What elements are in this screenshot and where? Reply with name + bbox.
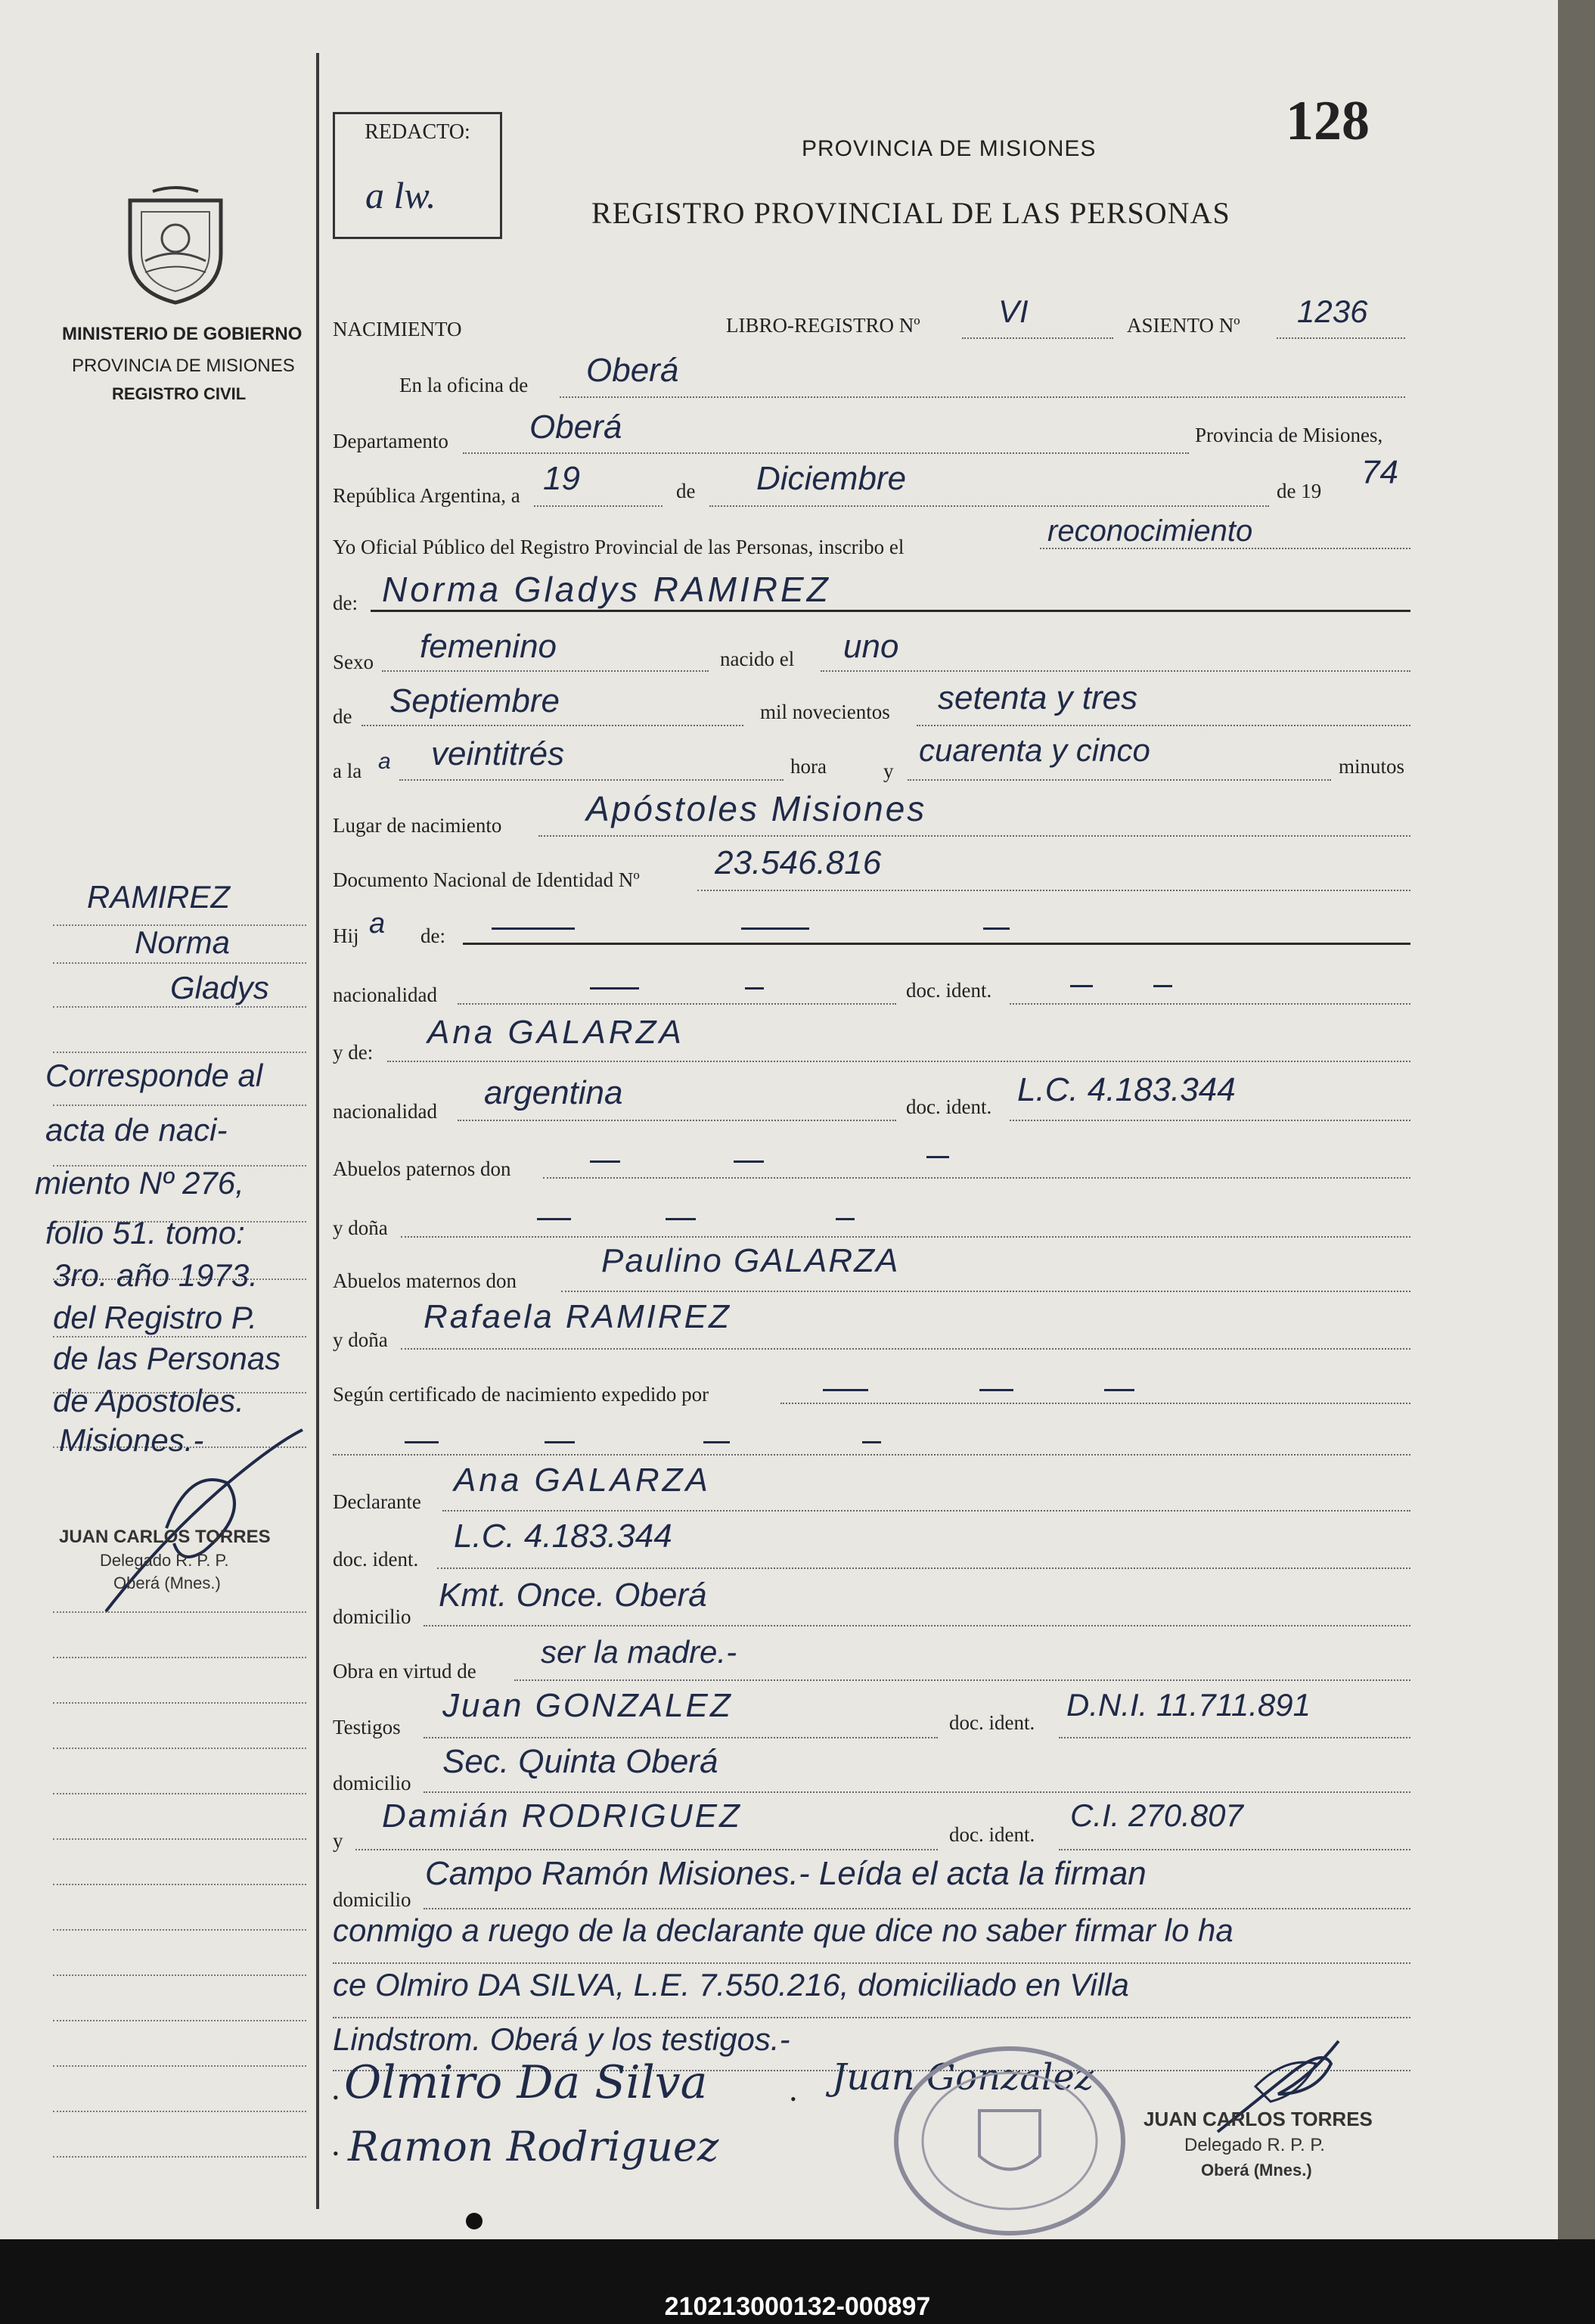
sexo-value: femenino [420,628,557,665]
margin-l2: Norma [135,924,231,960]
oficina-value: Oberá [586,352,679,389]
redacto-label: REDACTO: [365,120,470,144]
de2-label: de [333,705,352,728]
document-page: MINISTERIO DE GOBIERNO PROVINCIA DE MISIONES REGISTRO CIVIL REDACTO: a lw. 128 PROVINCIA DE MISIONES REGISTRO PROVINCIAL DE LAS PERSONAS NACIMIENTO LIBRO-REGISTRO Nº VI ASIENTO Nº 1236 En la oficina de Oberá Departamento Oberá Provincia de Misiones, República Argentina, a 19 de Diciembre de 19 74 Yo Oficial Público del Registro Provincial de las Personas, inscribo el reconocimiento de: Norma Gladys RAMIREZ Sexo femenino nacido el uno de Septiembre mil novecientos setenta y tres a la a veintitrés hora y cuarenta y cinco minutos Lugar de nacimiento Apóstoles Misiones Documento Nacional de Identidad Nº 23.546.816 Hij a de: nacionalidad doc. ident. y de: Ana GALARZA nacionalidad argentina doc. ident. L.C. 4.183.344 Abuelos paternos don y doña Abuelos maternos don Paulino GALARZA y doña Rafaela RAMIREZ Según certificado de nacimiento expedido por Declarante Ana GALARZA doc. ident. L.C. 4.183.344 domicilio Kmt. Once. Oberá Obra en virtud de ser la madre.- Testigos Juan GONZALEZ doc. ident. D.N.I. 11.711.891 domicilio Sec. Quinta Oberá y Damián RODRIGUEZ doc. ident. C.I. 270.807 domicilio Campo Ramón Misiones.- Leída el acta la firman conmigo a ruego de la declarante que dice no saber firmar lo ha ce Olmiro DA SILVA, L.E. 7.550.216, domiciliado en Villa Lindstrom. Oberá y los testigos.- • Olmiro Da Silva • Juan Gonzalez • Ramon Rodriguez JUAN CARLOS TORRES Delegado R. P. P. Oberá (Mnes.) RAMIREZ Norma Gladys Corresponde al acta de naci- miento Nº 276, folio 51. tomo: 3ro. año 1973. del Registro P. de las Personas de Apostoles. Misiones.- JUAN CARLOS TORRES Delegado R. P. P. Oberá (Mnes.) [0,0,1558,2239]
margin-l12: Misiones.- [59,1422,204,1458]
hij-suffix: a [369,908,386,940]
testigos-label: Testigos [333,1716,401,1738]
inscribo-value: reconocimiento [1047,514,1253,548]
mil-label: mil novecientos [760,701,890,723]
stamp-name-left: JUAN CARLOS TORRES [59,1527,271,1547]
doc-ident-label: doc. ident. [333,1548,419,1571]
margin-divider [316,53,319,2209]
mes-nac-value: Septiembre [389,682,560,719]
libro-value: VI [998,294,1029,329]
domicilio2-value: Sec. Quinta Oberá [442,1743,718,1780]
margin-l6: miento Nº 276, [35,1165,244,1201]
province-title: PROVINCIA DE MISIONES [802,136,1097,161]
margin-l11: de Apostoles. [53,1383,244,1418]
redacto-box [333,112,502,239]
madre-value: Ana GALARZA [427,1014,684,1051]
stamp-place-left: Oberá (Mnes.) [113,1574,221,1592]
margin-l7: folio 51. tomo: [45,1215,245,1251]
departamento-label: Departamento [333,430,448,452]
day-value: 19 [543,460,580,497]
testigo2-doc-value: C.I. 270.807 [1070,1797,1243,1833]
margin-l10: de las Personas [53,1341,281,1376]
nombre-value: Norma Gladys RAMIREZ [382,570,831,609]
declarante-value: Ana GALARZA [454,1462,711,1499]
margin-l3: Gladys [170,970,269,1005]
de19-label: de 19 [1277,480,1322,502]
year-value: 74 [1361,454,1398,491]
testigo2-doc-label: doc. ident. [949,1823,1035,1846]
domicilio2-label: domicilio [333,1772,411,1794]
stamp-role-right: Delegado R. P. P. [1184,2135,1325,2155]
y-label: y [883,760,894,782]
de-colon-label: de: [333,592,358,614]
redacto-value: a lw. [365,174,436,216]
y-dona-label: y doña [333,1216,388,1239]
continuation-line3: Lindstrom. Oberá y los testigos.- [333,2021,790,2057]
abuelos-mat-label: Abuelos maternos don [333,1269,517,1292]
margin-l8: 3ro. año 1973. [53,1257,258,1293]
testigo2-value: Damián RODRIGUEZ [382,1797,742,1835]
nacido-label: nacido el [720,648,795,670]
testigo1-value: Juan GONZALEZ [442,1687,733,1724]
departamento-value: Oberá [529,409,622,446]
nacionalidad2-value: argentina [484,1074,623,1111]
minutos-value: cuarenta y cinco [919,732,1150,768]
lugar-value: Apóstoles Misiones [586,789,927,828]
hora-value: veintitrés [431,735,565,772]
asiento-label: ASIENTO Nº [1127,314,1240,337]
obra-value: ser la madre.- [541,1634,737,1670]
registry-title: REGISTRO PROVINCIAL DE LAS PERSONAS [591,196,1230,230]
sexo-label: Sexo [333,651,374,673]
republica-label: República Argentina, a [333,484,520,507]
y2-label: y [333,1829,343,1852]
y-de-label: y de: [333,1041,374,1064]
signature-gonzalez: Juan Gonzalez [832,2056,1094,2099]
hij-label: Hij [333,924,359,947]
signature-olmiro: Olmiro Da Silva [344,2056,708,2109]
declarante-label: Declarante [333,1490,421,1513]
stamp-name-right: JUAN CARLOS TORRES [1143,2108,1373,2130]
oficina-label: En la oficina de [399,374,529,396]
stamp-place-right: Oberá (Mnes.) [1201,2161,1312,2180]
month-value: Diciembre [756,460,907,497]
testigo1-doc-value: D.N.I. 11.711.891 [1066,1687,1311,1723]
margin-l1: RAMIREZ [87,879,230,915]
abuelos-pat-label: Abuelos paternos don [333,1157,511,1180]
page-number: 128 [1286,90,1370,152]
nacionalidad-label: nacionalidad [333,983,437,1006]
round-seal-icon [889,2043,1131,2239]
domicilio3-value: Campo Ramón Misiones.- Leída el acta la firman [425,1855,1147,1892]
stamp-role-left: Delegado R. P. P. [100,1551,229,1570]
obra-label: Obra en virtud de [333,1660,476,1682]
footer-id: 210213000132-000897 [664,2292,931,2321]
oficial-label: Yo Oficial Público del Registro Provincial de las Personas, inscribo el [333,536,905,558]
domicilio-label: domicilio [333,1605,411,1628]
nacionalidad2-label: nacionalidad [333,1100,437,1123]
ministry-line3: REGISTRO CIVIL [112,384,247,403]
ministry-line1: MINISTERIO DE GOBIERNO [62,324,303,344]
segun-label: Según certificado de nacimiento expedido por [333,1383,709,1406]
ala-label: a la [333,760,362,782]
book-spine [1558,0,1595,2239]
asiento-value: 1236 [1297,294,1368,329]
dni-label: Documento Nacional de Identidad Nº [333,868,640,891]
domicilio3-label: domicilio [333,1888,411,1911]
libro-label: LIBRO-REGISTRO Nº [726,314,920,337]
docident-label: doc. ident. [906,979,992,1002]
ministry-line2: PROVINCIA DE MISIONES [72,356,295,376]
abuelo-mat-value: Paulino GALARZA [601,1242,900,1279]
margin-l4: Corresponde al [45,1058,263,1093]
signature-rodriguez: Ramon Rodriguez [348,2123,719,2170]
provincial-seal-icon [123,185,228,306]
nacido-value: uno [843,628,899,665]
testigo1-doc-label: doc. ident. [949,1711,1035,1734]
continuation-line1: conmigo a ruego de la declarante que dice no saber firmar lo ha [333,1912,1233,1948]
nacimiento-label: NACIMIENTO [333,318,462,340]
abuela-mat-value: Rafaela RAMIREZ [424,1298,731,1335]
docident2-value: L.C. 4.183.344 [1017,1071,1236,1108]
margin-l5: acta de naci- [45,1112,228,1148]
minutos-label: minutos [1339,755,1405,778]
dni-value: 23.546.816 [715,844,882,881]
margin-l9: del Registro P. [53,1300,258,1335]
de-label: de [676,480,696,502]
provincia-label: Provincia de Misiones, [1195,424,1383,446]
anio-nac-value: setenta y tres [938,679,1138,716]
domicilio-value: Kmt. Once. Oberá [439,1577,707,1614]
lugar-label: Lugar de nacimiento [333,814,502,837]
hij-de-label: de: [420,924,445,947]
declarante-doc-value: L.C. 4.183.344 [454,1518,672,1555]
docident2-label: doc. ident. [906,1095,992,1118]
continuation-line2: ce Olmiro DA SILVA, L.E. 7.550.216, domiciliado en Villa [333,1967,1129,2002]
ink-dot [466,2213,483,2229]
y-dona2-label: y doña [333,1328,388,1351]
hora-label: hora [790,755,827,778]
hora-suffix: a [378,749,391,774]
